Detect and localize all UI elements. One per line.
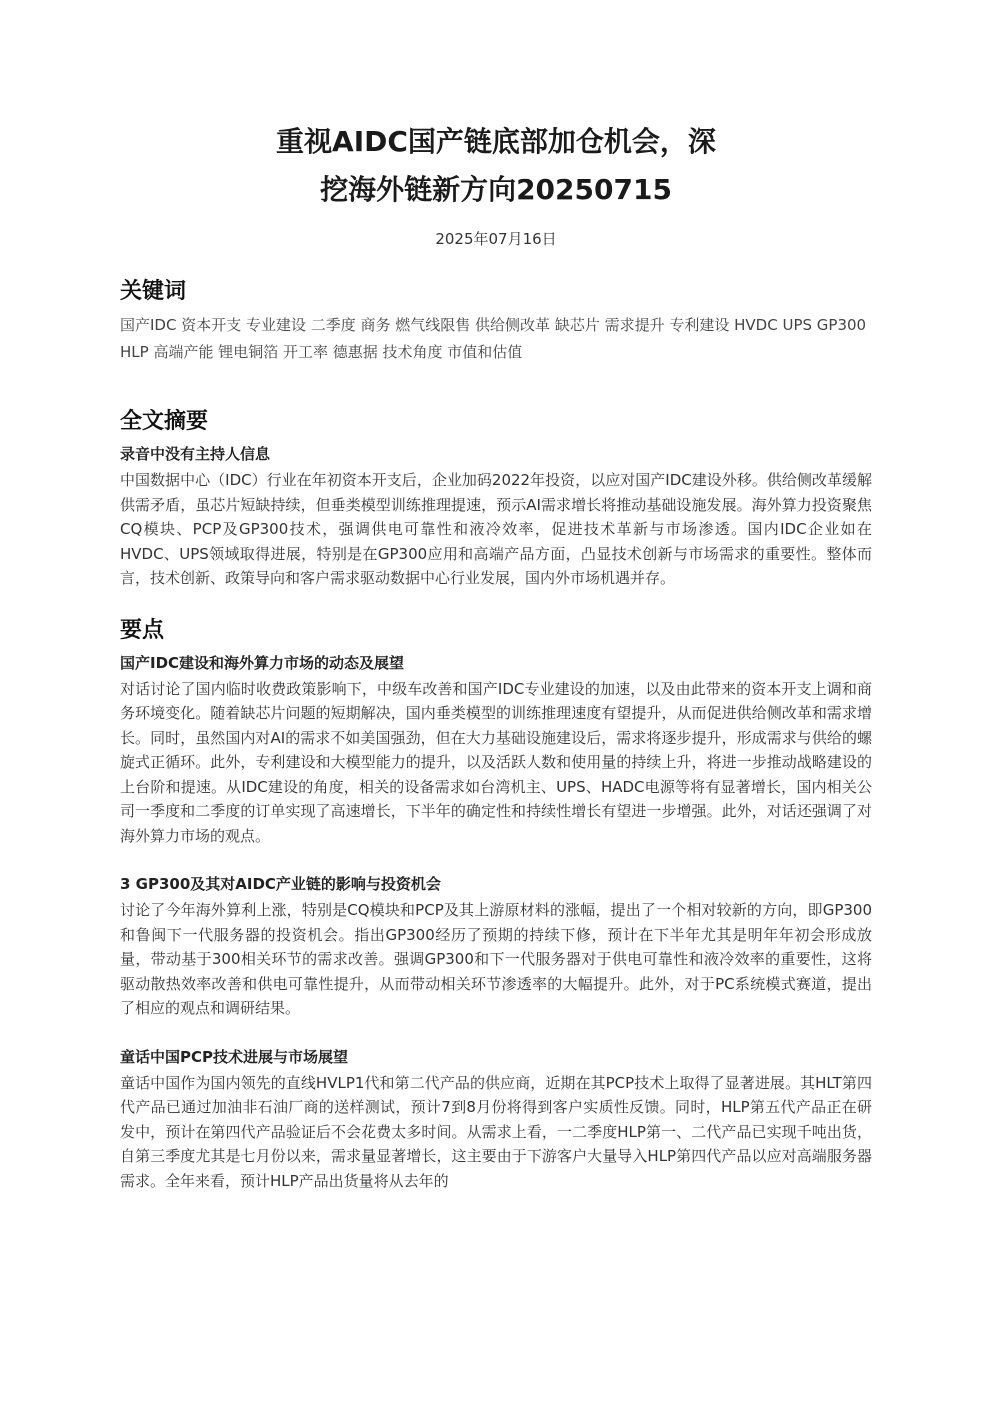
- keywords-heading: 关键词: [120, 279, 187, 304]
- key-point: [120, 872, 872, 1021]
- summary-subheading: 录音中没有主持人信息: [120, 445, 271, 463]
- key-point: [120, 1045, 872, 1194]
- key-point-text: 对话讨论了国内临时收费政策影响下，中级车改善和国产IDC专业建设的加速，以及由此带来的资本开支上调和商务环境变化。随着缺芯片问题的短期解决，国内垂类模型的训练推理速度有望提升，从而促进供给侧改革和需求增长。同时，虽然国内对AI的需求不如美国强劲，但在大力基础设施建设后，需求将逐步提升，形成需求与供给的螺旋式正循环。此外，专利建设和大模型能力的提升，以及活跃人数和使用量的持续上升，将进一步推动战略建设的上台阶和提速。从IDC建设的角度，相关的设备需求如台湾机主、UPS、HADC电源等将有显著增长，国内相关公司一季度和二季度的订单实现了高速增长，下半年的确定性和持续性增长有望进一步增强。此外，对话还强调了对海外算力市场的观点。: [120, 679, 872, 845]
- document-title: [120, 118, 872, 214]
- key-point-title: 童话中国PCP技术进展与市场展望: [120, 1047, 348, 1066]
- key-point-title: 国产IDC建设和海外算力市场的动态及展望: [120, 653, 405, 672]
- key-point-text: 讨论了今年海外算利上涨，特别是CQ模块和PCP及其上游原材料的涨幅，提出了一个相对较新的方向，即GP300和鲁闽下一代服务器的投资机会。指出GP300经历了预期的持续下修，预计在下半年尤其是明年年初会形成放量，带动基于300相关环节的需求改善。强调GP300和下一代服务器对于供电可靠性和液冷效率的重要性，这将驱动散热效率改善和供电可靠性提升，从而带动相关环节渗透率的大幅提升。此外，对于PC系统模式赛道，提出了相应的观点和调研结果。: [120, 901, 872, 1017]
- summary-heading: 全文摘要: [120, 409, 209, 434]
- title-line-1: 重视AIDC国产链底部加仓机会，深: [276, 125, 716, 158]
- document-page: [120, 118, 872, 1193]
- key-point: [120, 651, 872, 849]
- title-line-2: 挖海外链新方向20250715: [320, 173, 672, 206]
- key-point-text: 童话中国作为国内领先的直线HVLP1代和第二代产品的供应商，近期在其PCP技术上取得了显著进展。其HLT第四代产品已通过加油非石油厂商的送样测试，预计7到8月份将得到客户实质性反馈。同时，HLP第五代产品正在研发中，预计在第四代产品验证后不会花费太多时间。从需求上看，一二季度HLP第一、二代产品已实现千吨出货，自第三季度尤其是七月份以来，需求量显著增长，这主要由于下游客户大量导入HLP第四代产品以应对高端服务器需求。全年来看，预计HLP产品出货量将从去年的: [120, 1073, 872, 1190]
- key-points-heading: 要点: [120, 617, 165, 643]
- document-date: 2025年07月16日: [435, 230, 557, 248]
- key-point-title: 3 GP300及其对AIDC产业链的影响与投资机会: [120, 875, 441, 893]
- summary-text: 中国数据中心（IDC）行业在年初资本开支后，企业加码2022年投资，以应对国产IDC建设外移。供给侧改革缓解供需矛盾，虽芯片短缺持续，但垂类模型训练推理提速，预示AI需求增长将推动基础设施发展。海外算力投资聚焦CQ模块、PCP及GP300技术，强调供电可靠性和液冷效率，促进技术革新与市场渗透。国内IDC企业如在HVDC、UPS领域取得进展，特别是在GP300应用和高端产品方面，凸显技术创新与市场需求的重要性。整体而言，技术创新、政策导向和客户需求驱动数据中心行业发展，国内外市场机遇并存。: [120, 471, 872, 587]
- keywords-list: 国产IDC 资本开支 专业建设 二季度 商务 燃气线限售 供给侧改革 缺芯片 需求提升 专利建设 HVDC UPS GP300 HLP 高端产能 锂电铜箔 开工率 德惠据 技术角度 市值和估值: [120, 316, 867, 361]
